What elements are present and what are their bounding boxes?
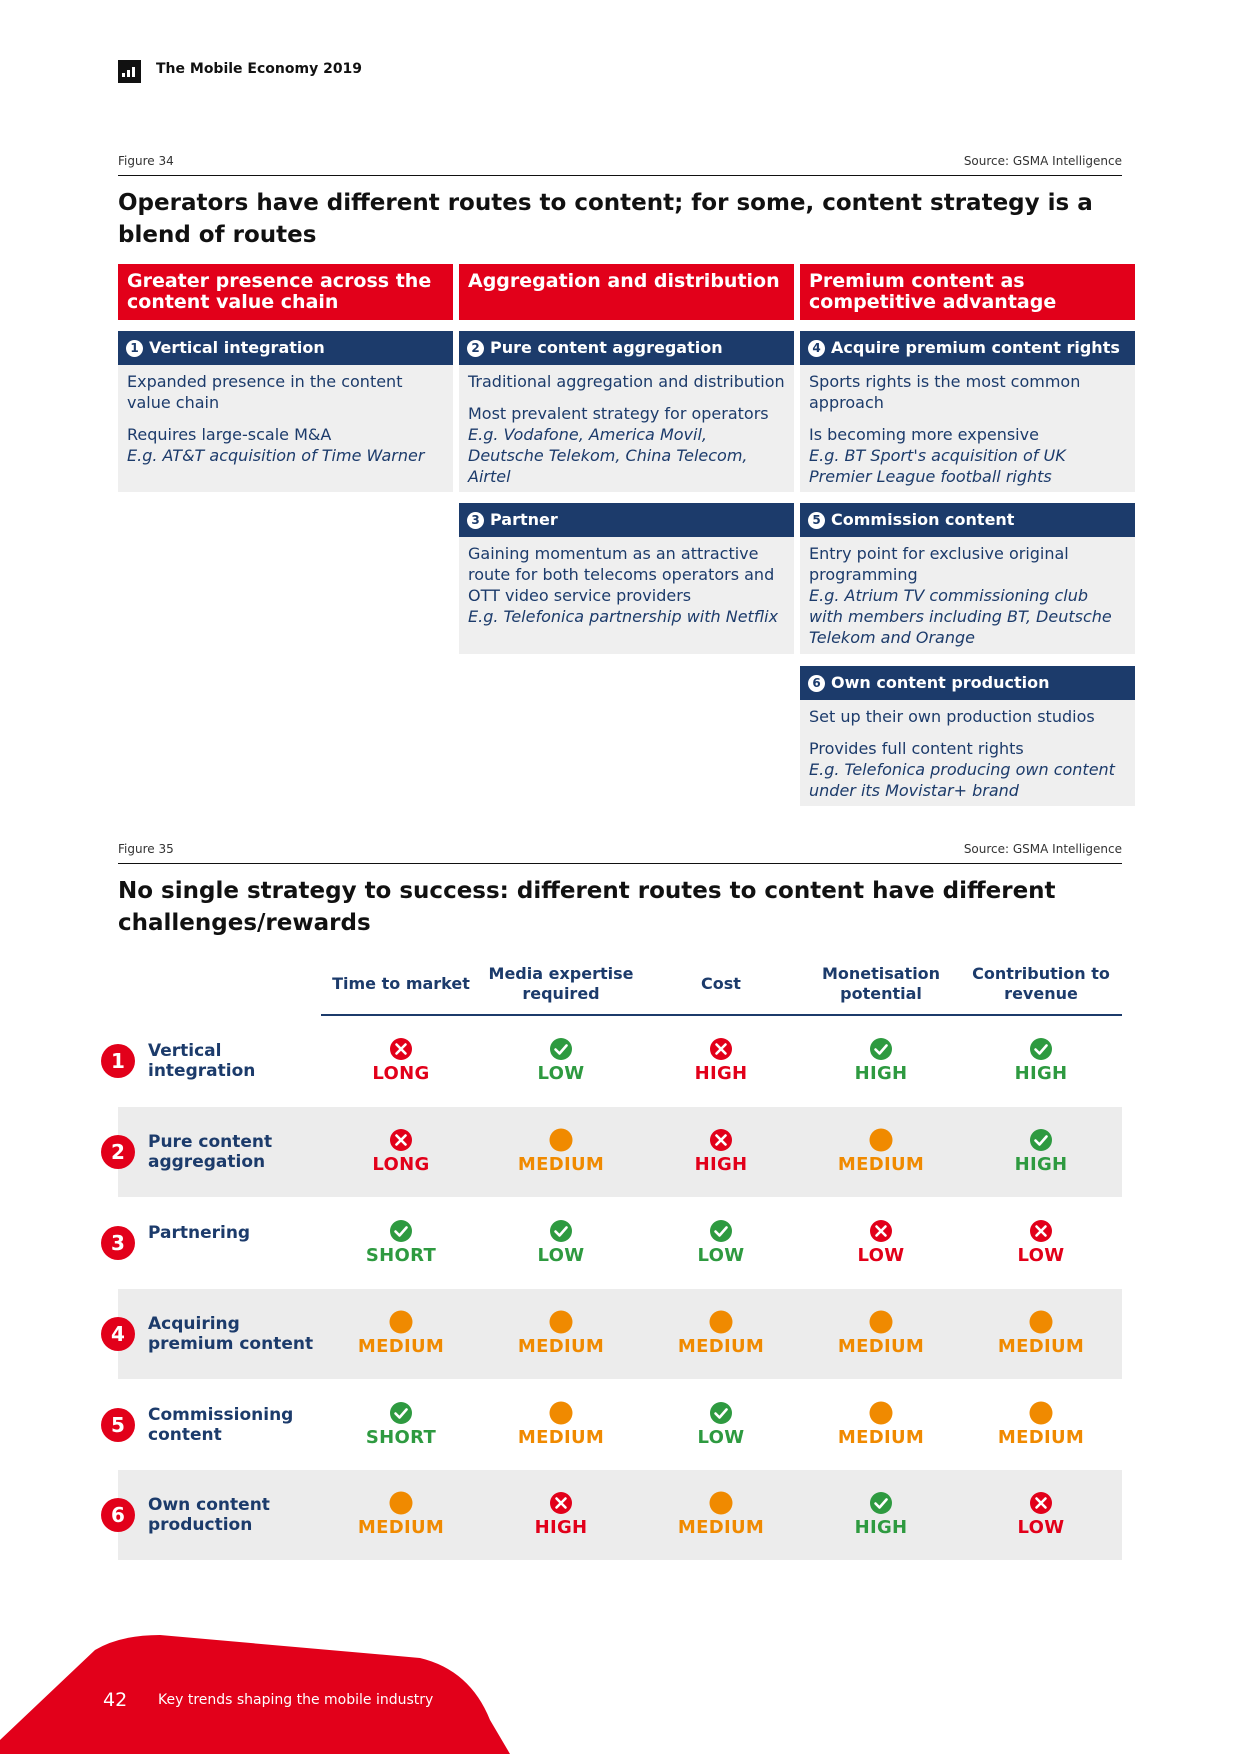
figure-34-source: Source: GSMA Intelligence — [963, 154, 1122, 168]
figure-34-title: Operators have different routes to content; for some, content strategy is a blend of routes — [118, 190, 1093, 248]
check-icon — [709, 1219, 733, 1243]
rating-value: MEDIUM — [357, 1517, 445, 1538]
rating-value: LONG — [372, 1063, 430, 1084]
dot-icon — [869, 1310, 893, 1334]
route-card — [800, 666, 1135, 806]
dot-icon — [1029, 1401, 1053, 1425]
card-text: Traditional aggregation and distribution — [468, 372, 785, 391]
column-header: Contribution to revenue — [972, 964, 1110, 1003]
cross-icon — [709, 1037, 733, 1061]
rating-cell — [641, 1310, 801, 1357]
rating-value: MEDIUM — [517, 1154, 605, 1175]
card-text: Is becoming more expensive — [809, 425, 1039, 444]
dot-icon — [869, 1128, 893, 1152]
rating-cell — [321, 1401, 481, 1448]
route-card — [118, 331, 453, 492]
rating-cell — [801, 1310, 961, 1357]
rating-cell — [961, 1128, 1121, 1175]
rating-value: LOW — [537, 1245, 585, 1266]
rating-cell — [641, 1491, 801, 1538]
row-number-badge: 2 — [101, 1135, 135, 1169]
figure-35-source: Source: GSMA Intelligence — [963, 842, 1122, 856]
rating-cell — [641, 1037, 801, 1084]
number-badge: 4 — [808, 340, 825, 357]
rating-value: MEDIUM — [837, 1427, 925, 1448]
card-text: Set up their own production studios — [809, 707, 1095, 726]
dot-icon — [389, 1310, 413, 1334]
cross-icon — [389, 1128, 413, 1152]
row-number-badge: 6 — [101, 1498, 135, 1532]
divider — [118, 175, 1122, 176]
card-example: E.g. BT Sport's acquisition of UK Premier League football rights — [809, 446, 1066, 486]
rating-value: HIGH — [854, 1063, 908, 1084]
row-label: Acquiring premium content — [148, 1314, 314, 1354]
rating-value: MEDIUM — [997, 1427, 1085, 1448]
check-icon — [389, 1401, 413, 1425]
rating-value: MEDIUM — [517, 1336, 605, 1357]
rating-value: MEDIUM — [837, 1336, 925, 1357]
rating-cell — [801, 1219, 961, 1266]
row-label: Vertical integration — [148, 1041, 256, 1081]
column-header: Media expertise required — [488, 964, 634, 1003]
rating-value: LOW — [537, 1063, 585, 1084]
card-title: 2 Pure content aggregation — [459, 331, 794, 365]
card-text: Most prevalent strategy for operators — [468, 404, 769, 423]
rating-cell — [961, 1401, 1121, 1448]
rating-value: MEDIUM — [517, 1427, 605, 1448]
number-badge: 6 — [808, 675, 825, 692]
card-example: E.g. Vodafone, America Movil, Deutsche Telekom, China Telecom, Airtel — [468, 425, 748, 486]
check-icon — [1029, 1128, 1053, 1152]
figure-34-label: Figure 34 — [118, 154, 174, 168]
rating-value: MEDIUM — [357, 1336, 445, 1357]
rating-value: HIGH — [694, 1063, 748, 1084]
card-example: E.g. Telefonica producing own content under its Movistar+ brand — [809, 760, 1115, 800]
row-number-badge: 5 — [101, 1408, 135, 1442]
gsma-logo — [118, 60, 141, 83]
cross-icon — [389, 1037, 413, 1061]
rating-value: SHORT — [365, 1427, 437, 1448]
card-text: Sports rights is the most common approach — [809, 372, 1081, 412]
column-header: Cost — [701, 974, 741, 993]
check-icon — [709, 1401, 733, 1425]
rating-value: MEDIUM — [837, 1154, 925, 1175]
cross-icon — [1029, 1219, 1053, 1243]
column-header: Time to market — [332, 974, 470, 993]
card-example: E.g. Telefonica partnership with Netflix — [468, 607, 779, 626]
card-title: 6 Own content production — [800, 666, 1135, 700]
row-label: Own content production — [148, 1495, 270, 1535]
card-text: Entry point for exclusive original programming — [809, 544, 1069, 584]
rating-cell — [321, 1310, 481, 1357]
rating-value: LOW — [697, 1245, 745, 1266]
divider — [118, 863, 1122, 864]
cross-icon — [1029, 1491, 1053, 1515]
card-text: Requires large-scale M&A — [127, 425, 332, 444]
rating-value: LONG — [372, 1154, 430, 1175]
check-icon — [549, 1037, 573, 1061]
rating-cell — [321, 1128, 481, 1175]
row-number-badge: 4 — [101, 1317, 135, 1351]
cross-icon — [869, 1219, 893, 1243]
check-icon — [389, 1219, 413, 1243]
card-title: 4 Acquire premium content rights — [800, 331, 1135, 365]
number-badge: 3 — [467, 512, 484, 529]
rating-value: LOW — [697, 1427, 745, 1448]
rating-value: MEDIUM — [677, 1336, 765, 1357]
rating-cell — [481, 1219, 641, 1266]
card-title: 3 Partner — [459, 503, 794, 537]
row-label: Pure content aggregation — [148, 1132, 273, 1172]
column-heading: Greater presence across the content value chain — [118, 264, 453, 320]
cross-icon — [549, 1491, 573, 1515]
rating-cell — [321, 1037, 481, 1084]
column-header: Monetisation potential — [821, 964, 941, 1003]
rating-value: HIGH — [1014, 1154, 1068, 1175]
rating-cell — [481, 1491, 641, 1538]
rating-cell — [801, 1491, 961, 1538]
check-icon — [549, 1219, 573, 1243]
route-card — [459, 331, 794, 492]
rating-value: LOW — [1017, 1517, 1065, 1538]
card-text: Gaining momentum as an attractive route for both telecoms operators and OTT video service providers — [468, 544, 775, 605]
rating-value: HIGH — [1014, 1063, 1068, 1084]
number-badge: 1 — [126, 340, 143, 357]
rating-cell — [481, 1128, 641, 1175]
card-title: 1 Vertical integration — [118, 331, 453, 365]
rating-cell — [801, 1037, 961, 1084]
dot-icon — [869, 1401, 893, 1425]
rating-value: HIGH — [694, 1154, 748, 1175]
rating-value: MEDIUM — [677, 1517, 765, 1538]
document-title: The Mobile Economy 2019 — [156, 61, 363, 77]
rating-cell — [801, 1401, 961, 1448]
card-example: E.g. Atrium TV commissioning club with members including BT, Deutsche Telekom and Orange — [809, 586, 1112, 647]
card-text: Expanded presence in the content value chain — [127, 372, 403, 412]
rating-cell — [481, 1401, 641, 1448]
rating-value: SHORT — [365, 1245, 437, 1266]
row-label: Commissioning content — [148, 1405, 294, 1445]
rating-cell — [641, 1128, 801, 1175]
dot-icon — [709, 1491, 733, 1515]
figure-35-label: Figure 35 — [118, 842, 174, 856]
rating-value: HIGH — [854, 1517, 908, 1538]
number-badge: 2 — [467, 340, 484, 357]
column-heading: Premium content as competitive advantage — [800, 264, 1135, 320]
dot-icon — [549, 1401, 573, 1425]
card-title: 5 Commission content — [800, 503, 1135, 537]
row-label: Partnering — [148, 1223, 251, 1243]
rating-cell — [961, 1310, 1121, 1357]
rating-cell — [961, 1491, 1121, 1538]
rating-value: LOW — [857, 1245, 905, 1266]
footer-section: Key trends shaping the mobile industry — [158, 1692, 434, 1708]
rating-cell — [801, 1128, 961, 1175]
dot-icon — [1029, 1310, 1053, 1334]
dot-icon — [389, 1491, 413, 1515]
card-example: E.g. AT&T acquisition of Time Warner — [127, 446, 425, 465]
check-icon — [869, 1491, 893, 1515]
route-card — [459, 503, 794, 654]
cross-icon — [709, 1128, 733, 1152]
rating-value: LOW — [1017, 1245, 1065, 1266]
route-card — [800, 331, 1135, 492]
rating-cell — [481, 1037, 641, 1084]
card-text: Provides full content rights — [809, 739, 1024, 758]
check-icon — [869, 1037, 893, 1061]
rating-cell — [641, 1219, 801, 1266]
dot-icon — [549, 1128, 573, 1152]
rating-cell — [481, 1310, 641, 1357]
rating-cell — [321, 1491, 481, 1538]
column-heading: Aggregation and distribution — [459, 264, 794, 320]
row-number-badge: 3 — [101, 1226, 135, 1260]
figure-35-title: No single strategy to success: different routes to content have different challenges/rewards — [118, 878, 1056, 936]
dot-icon — [549, 1310, 573, 1334]
page-number: 42 — [103, 1689, 128, 1711]
route-card — [800, 503, 1135, 654]
dot-icon — [709, 1310, 733, 1334]
rating-cell — [641, 1401, 801, 1448]
rating-cell — [961, 1037, 1121, 1084]
row-number-badge: 1 — [101, 1044, 135, 1078]
number-badge: 5 — [808, 512, 825, 529]
rating-value: MEDIUM — [997, 1336, 1085, 1357]
rating-cell — [961, 1219, 1121, 1266]
rating-cell — [321, 1219, 481, 1266]
rating-value: HIGH — [534, 1517, 588, 1538]
header-rule — [321, 1014, 1122, 1016]
check-icon — [1029, 1037, 1053, 1061]
